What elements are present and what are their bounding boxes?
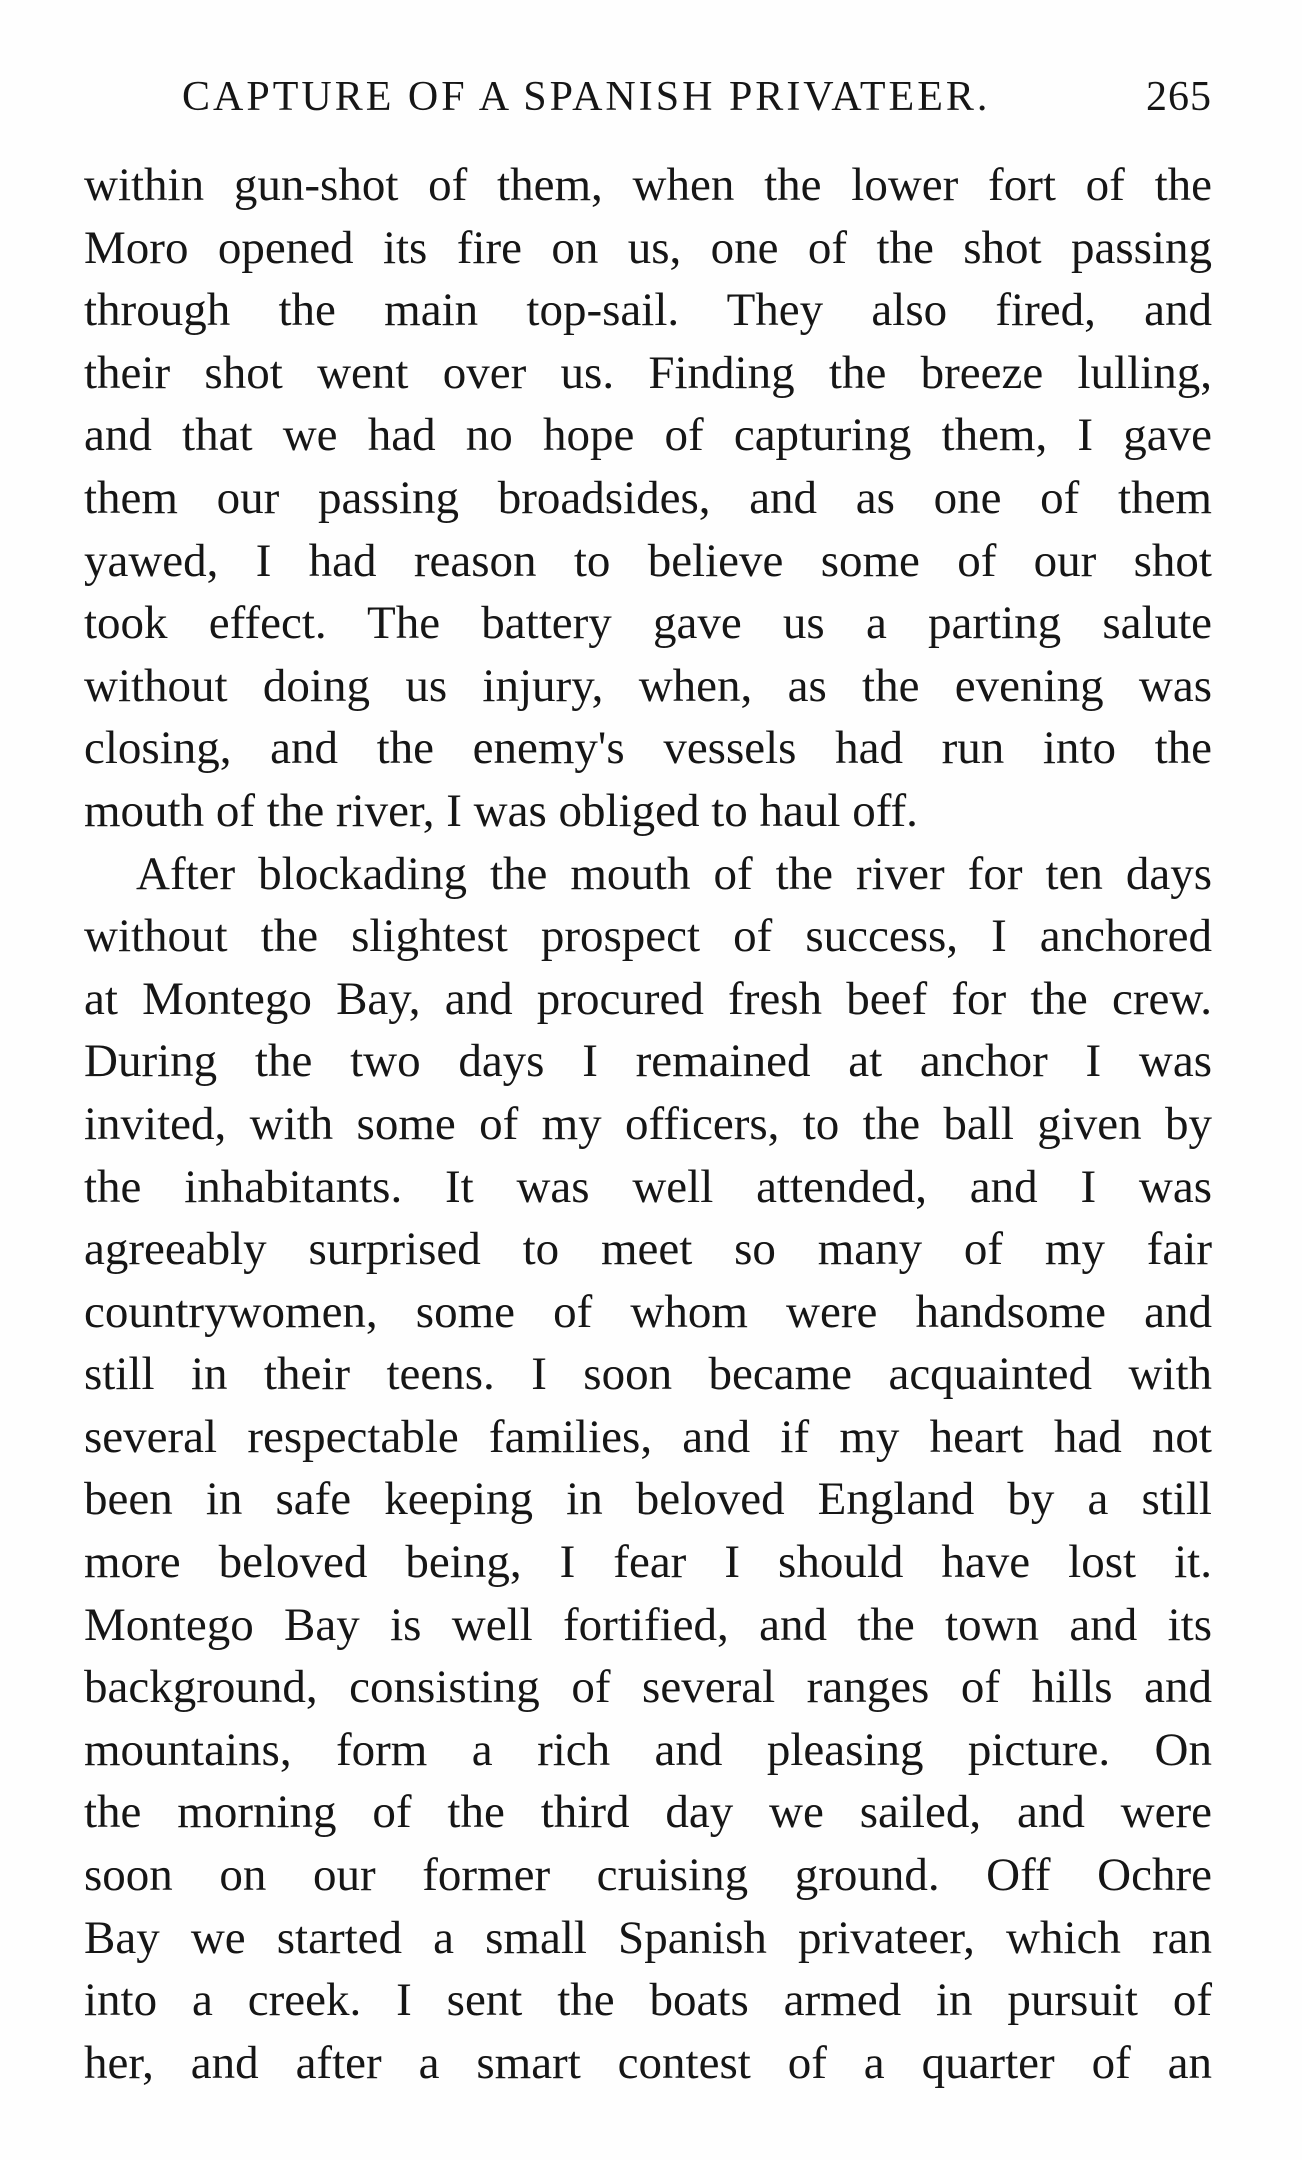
text-line: into a creek. I sent the boats armed in pursuit of (84, 1974, 1212, 2027)
page-number: 265 (1146, 74, 1212, 120)
text-line: After blockading the mouth of the river for ten days (136, 847, 1212, 900)
text-line: agreeably surprised to meet so many of my fair (84, 1223, 1212, 1276)
text-line: still in their teens. I soon became acquainted with (84, 1348, 1212, 1401)
text-line: mountains, form a rich and pleasing picture. On (84, 1723, 1212, 1776)
text-line: the inhabitants. It was well attended, and I was (84, 1160, 1212, 1213)
text-line: took effect. The battery gave us a parting salute (84, 597, 1212, 650)
text-line: Montego Bay is well fortified, and the town and its (84, 1598, 1212, 1651)
paragraph (84, 154, 1212, 843)
text-line: at Montego Bay, and procured fresh beef for the crew. (84, 972, 1212, 1025)
text-line: more beloved being, I fear I should have lost it. (84, 1536, 1212, 1589)
text-line: invited, with some of my officers, to the ball given by (84, 1097, 1212, 1150)
text-line: within gun-shot of them, when the lower fort of the (84, 159, 1212, 211)
text-line: their shot went over us. Finding the breeze lulling, (84, 346, 1212, 399)
paragraph (84, 843, 1212, 2095)
text-line: countrywomen, some of whom were handsome and (84, 1285, 1212, 1338)
text-line: several respectable families, and if my heart had not (84, 1410, 1212, 1463)
running-header (182, 62, 1212, 132)
text-line: through the main top-sail. They also fired, and (84, 284, 1212, 337)
text-line: Bay we started a small Spanish privateer, which ran (84, 1911, 1212, 1964)
text-line: background, consisting of several ranges of hills and (84, 1661, 1212, 1714)
running-title: CAPTURE OF A SPANISH PRIVATEER. (182, 74, 991, 120)
text-line: without the slightest prospect of success, I anchored (84, 910, 1212, 963)
text-line: closing, and the enemy's vessels had run into the (84, 722, 1212, 775)
text-line: soon on our former cruising ground. Off Ochre (84, 1849, 1212, 1902)
text-line: Moro opened its fire on us, one of the shot passing (84, 221, 1212, 274)
body-text (84, 154, 1212, 2094)
text-line: been in safe keeping in beloved England by a still (84, 1473, 1212, 1526)
text-line: the morning of the third day we sailed, and were (84, 1786, 1212, 1839)
text-line: without doing us injury, when, as the evening was (84, 659, 1212, 712)
text-line: mouth of the river, I was obliged to haul off. (84, 784, 918, 837)
text-line: them our passing broadsides, and as one of them (84, 471, 1212, 524)
text-line: her, and after a smart contest of a quarter of an (84, 2036, 1212, 2089)
text-line: During the two days I remained at anchor I was (84, 1035, 1212, 1088)
text-line: yawed, I had reason to believe some of our shot (84, 534, 1212, 587)
text-line: and that we had no hope of capturing them, I gave (84, 409, 1212, 462)
